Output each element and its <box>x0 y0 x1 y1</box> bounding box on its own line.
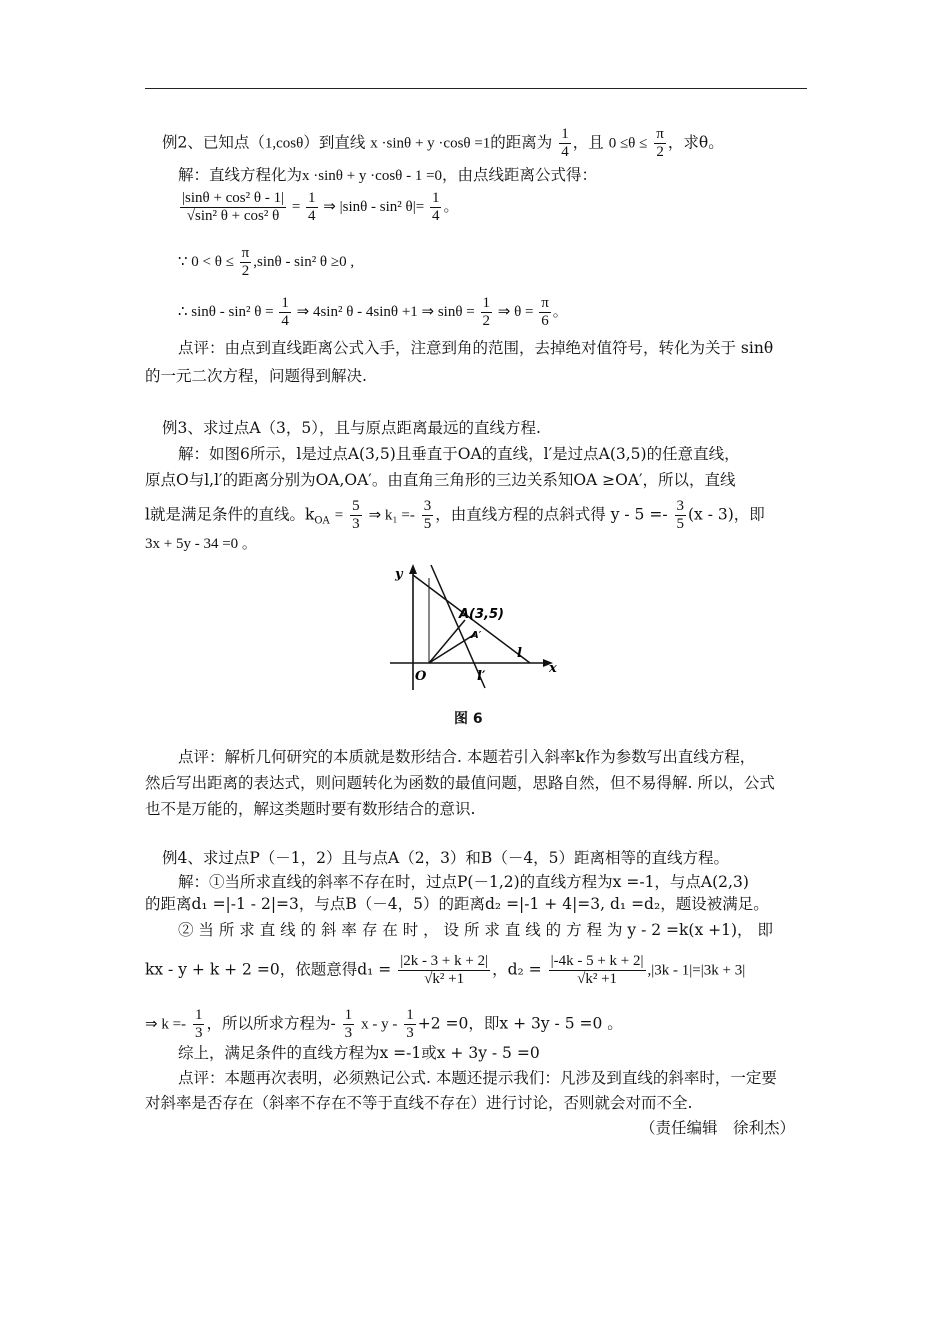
subscript: OA <box>314 515 330 527</box>
num: 5 <box>352 498 360 514</box>
text: kx - y + k + 2 =0，依题意得d₁ = <box>145 960 392 979</box>
num: 1 <box>561 126 569 142</box>
math: ,|3k - 1|=|3k + 3| <box>647 962 746 979</box>
ex4-solution-5 <box>145 1007 623 1042</box>
ex3-comment-3: 也不是万能的，解这类题时要有数形结合的意识. <box>145 800 476 818</box>
den: 4 <box>281 313 289 329</box>
num: 3 <box>423 498 432 514</box>
den: 3 <box>406 1025 414 1041</box>
text: 的距离为 <box>490 133 553 152</box>
ex2-comment-1: 点评：由点到直线距离公式入手，注意到角的范围，去掉绝对值符号，转化为关于 sinθ <box>178 339 774 357</box>
den: √k² +1 <box>424 971 465 987</box>
origin-label: O <box>415 669 427 684</box>
ex2-question <box>162 126 724 161</box>
fraction <box>654 126 666 161</box>
ex4-solution-2: 的距离d₁ =|-1 - 2|=3，与点B（－4，5）的距离d₂ =|-1 + 4|=3, d₁ =d₂，题设被满足。 <box>145 895 769 913</box>
ex4-comment-1: 点评：本题再次表明，必须熟记公式. 本题还提示我们：凡涉及到直线的斜率时，一定要 <box>178 1069 777 1087</box>
num: π <box>241 245 250 261</box>
text: ，由点线距离公式得： <box>442 166 598 184</box>
fraction <box>180 190 286 225</box>
math: = <box>334 507 344 524</box>
den: 4 <box>431 208 440 224</box>
fraction <box>675 498 687 533</box>
fraction <box>306 190 318 225</box>
ex3-solution-1: 解：如图6所示，l是过点A(3,5)且垂直于OA的直线，l′是过点A(3,5)的任意直线， <box>178 445 740 463</box>
den: 2 <box>482 313 490 329</box>
math: = <box>291 198 301 215</box>
y-label: y <box>395 567 403 582</box>
num: 1 <box>194 1007 203 1023</box>
fraction <box>422 498 434 533</box>
ex4-solution-3: ② 当 所 求 直 线 的 斜 率 存 在 时 ， 设 所 求 直 线 的 方 程 为 y - 2 =k(x +1)， 即 <box>178 921 773 939</box>
den: √k² +1 <box>577 971 618 987</box>
ex3-comment-1: 点评：解析几何研究的本质就是数形结合. 本题若引入斜率k作为参数写出直线方程， <box>178 748 756 766</box>
text: ，由直线方程的点斜式得 y - 5 =- <box>435 505 668 524</box>
math: ∵ 0 < θ ≤ <box>178 253 234 270</box>
ex4-solution-4 <box>145 953 745 988</box>
fraction <box>350 498 362 533</box>
ex4-comment-2: 对斜率是否存在（斜率不存在不等于直线不存在）进行讨论，否则就会对而不全. <box>145 1094 693 1112</box>
fraction <box>430 190 442 225</box>
x-label: x <box>549 661 557 676</box>
math: ⇒ θ = <box>497 303 534 320</box>
ex4-question: 例4、求过点P（－1，2）且与点A（2，3）和B（－4，5）距离相等的直线方程。 <box>162 849 730 867</box>
text: l就是满足条件的直线。k <box>145 505 315 524</box>
math: ∴ sinθ - sin² θ = <box>178 303 274 320</box>
ex4-summary: 综上，满足条件的直线方程为x =-1或x + 3y - 5 =0 <box>178 1044 540 1062</box>
den: 2 <box>656 144 664 160</box>
den: 3 <box>194 1025 203 1041</box>
text: (x - 3)，即 <box>688 505 765 524</box>
num: 1 <box>344 1007 353 1023</box>
num: 1 <box>431 190 440 206</box>
header-rule <box>145 88 807 89</box>
ex4-solution-1: 解：①当所求直线的斜率不存在时，过点P(－1,2)的直线方程为x =-1，与点A(2,3) <box>178 873 749 891</box>
figure-6 <box>385 560 565 700</box>
line-l-label: l <box>517 646 522 661</box>
num: 1 <box>281 295 289 311</box>
math: x ·sinθ + y ·cosθ =1 <box>370 135 491 152</box>
ex2-comment-2: 的一元二次方程，问题得到解决. <box>145 367 367 385</box>
segment-OA <box>429 620 465 663</box>
ex2-therefore <box>178 295 568 330</box>
text: 解：直线方程化为 <box>178 166 303 184</box>
ex3-comment-2: 然后写出距离的表达式，则问题转化为函数的最值问题，思路自然，但不易得解. 所以，公式 <box>145 774 775 792</box>
math: 1,cosθ <box>264 135 304 152</box>
num: 1 <box>406 1007 414 1023</box>
text: ，求θ。 <box>667 133 724 152</box>
text: ，d₂ = <box>492 960 542 979</box>
ex2-because <box>178 245 354 280</box>
fraction <box>559 126 571 161</box>
text: 例2、已知点（ <box>162 133 265 152</box>
fraction <box>279 295 291 330</box>
ex3-solution-2: 原点O与l,l′的距离分别为OA,OA′。由直角三角形的三边关系知OA ≥OA′，所以，直线 <box>145 471 736 489</box>
text: ）到直线 <box>303 133 366 152</box>
den: 4 <box>308 208 316 224</box>
den: 3 <box>344 1025 353 1041</box>
ex2-formula <box>178 190 458 225</box>
math: ,sinθ - sin² θ ≥0 , <box>253 253 355 270</box>
den: 5 <box>423 516 432 532</box>
y-arrow-icon <box>409 564 417 574</box>
ex2-solution-line1 <box>178 165 597 186</box>
math: x - y - <box>361 1016 398 1033</box>
ex3-question: 例3、求过点A（3，5），且与原点距离最远的直线方程. <box>162 419 541 437</box>
fraction <box>404 1007 416 1042</box>
text: ，且 <box>572 133 604 152</box>
math: ⇒ |sinθ - sin² θ|= <box>323 198 425 215</box>
math: 0 ≤θ ≤ <box>608 135 648 152</box>
num: 1 <box>308 190 316 206</box>
text: +2 =0，即x + 3y - 5 =0 。 <box>417 1014 623 1033</box>
text: ，所以所求方程为- <box>206 1014 336 1033</box>
num: π <box>656 126 664 142</box>
fraction <box>193 1007 205 1042</box>
num: |-4k - 5 + k + 2| <box>550 953 644 969</box>
math: x ·sinθ + y ·cosθ - 1 =0 <box>302 168 443 184</box>
num: 3 <box>676 498 684 514</box>
figure-caption: 图 6 <box>454 711 483 727</box>
point-a-prime-label: A′ <box>471 630 482 641</box>
fraction <box>398 953 490 988</box>
den: 6 <box>541 313 549 329</box>
text: 。 <box>443 198 459 215</box>
text: 。 <box>552 303 568 320</box>
num: |sinθ + cos² θ - 1| <box>182 190 285 206</box>
point-a-label: A(3,5) <box>459 607 504 622</box>
fraction <box>240 245 252 280</box>
fraction <box>539 295 551 330</box>
line-l-prime-label: l′ <box>477 669 486 684</box>
ex3-solution-3 <box>145 498 765 533</box>
ex3-solution-4: 3x + 5y - 34 =0 。 <box>145 536 257 552</box>
den: 4 <box>561 144 569 160</box>
num: 1 <box>482 295 490 311</box>
num: π <box>541 295 549 311</box>
num: |2k - 3 + k + 2| <box>400 953 489 969</box>
fraction <box>481 295 493 330</box>
fraction <box>343 1007 355 1042</box>
math: ⇒ k₁ =- <box>368 507 415 524</box>
den: 3 <box>352 516 360 532</box>
fraction <box>549 953 646 988</box>
math: ⇒ 4sin² θ - 4sinθ +1 ⇒ sinθ = <box>296 303 475 320</box>
den: 5 <box>676 516 684 532</box>
den: √sin² θ + cos² θ <box>186 208 280 224</box>
editor-credit: （责任编辑 徐利杰） <box>640 1119 796 1137</box>
math: ⇒ k =- <box>145 1016 187 1033</box>
den: 2 <box>241 263 250 279</box>
